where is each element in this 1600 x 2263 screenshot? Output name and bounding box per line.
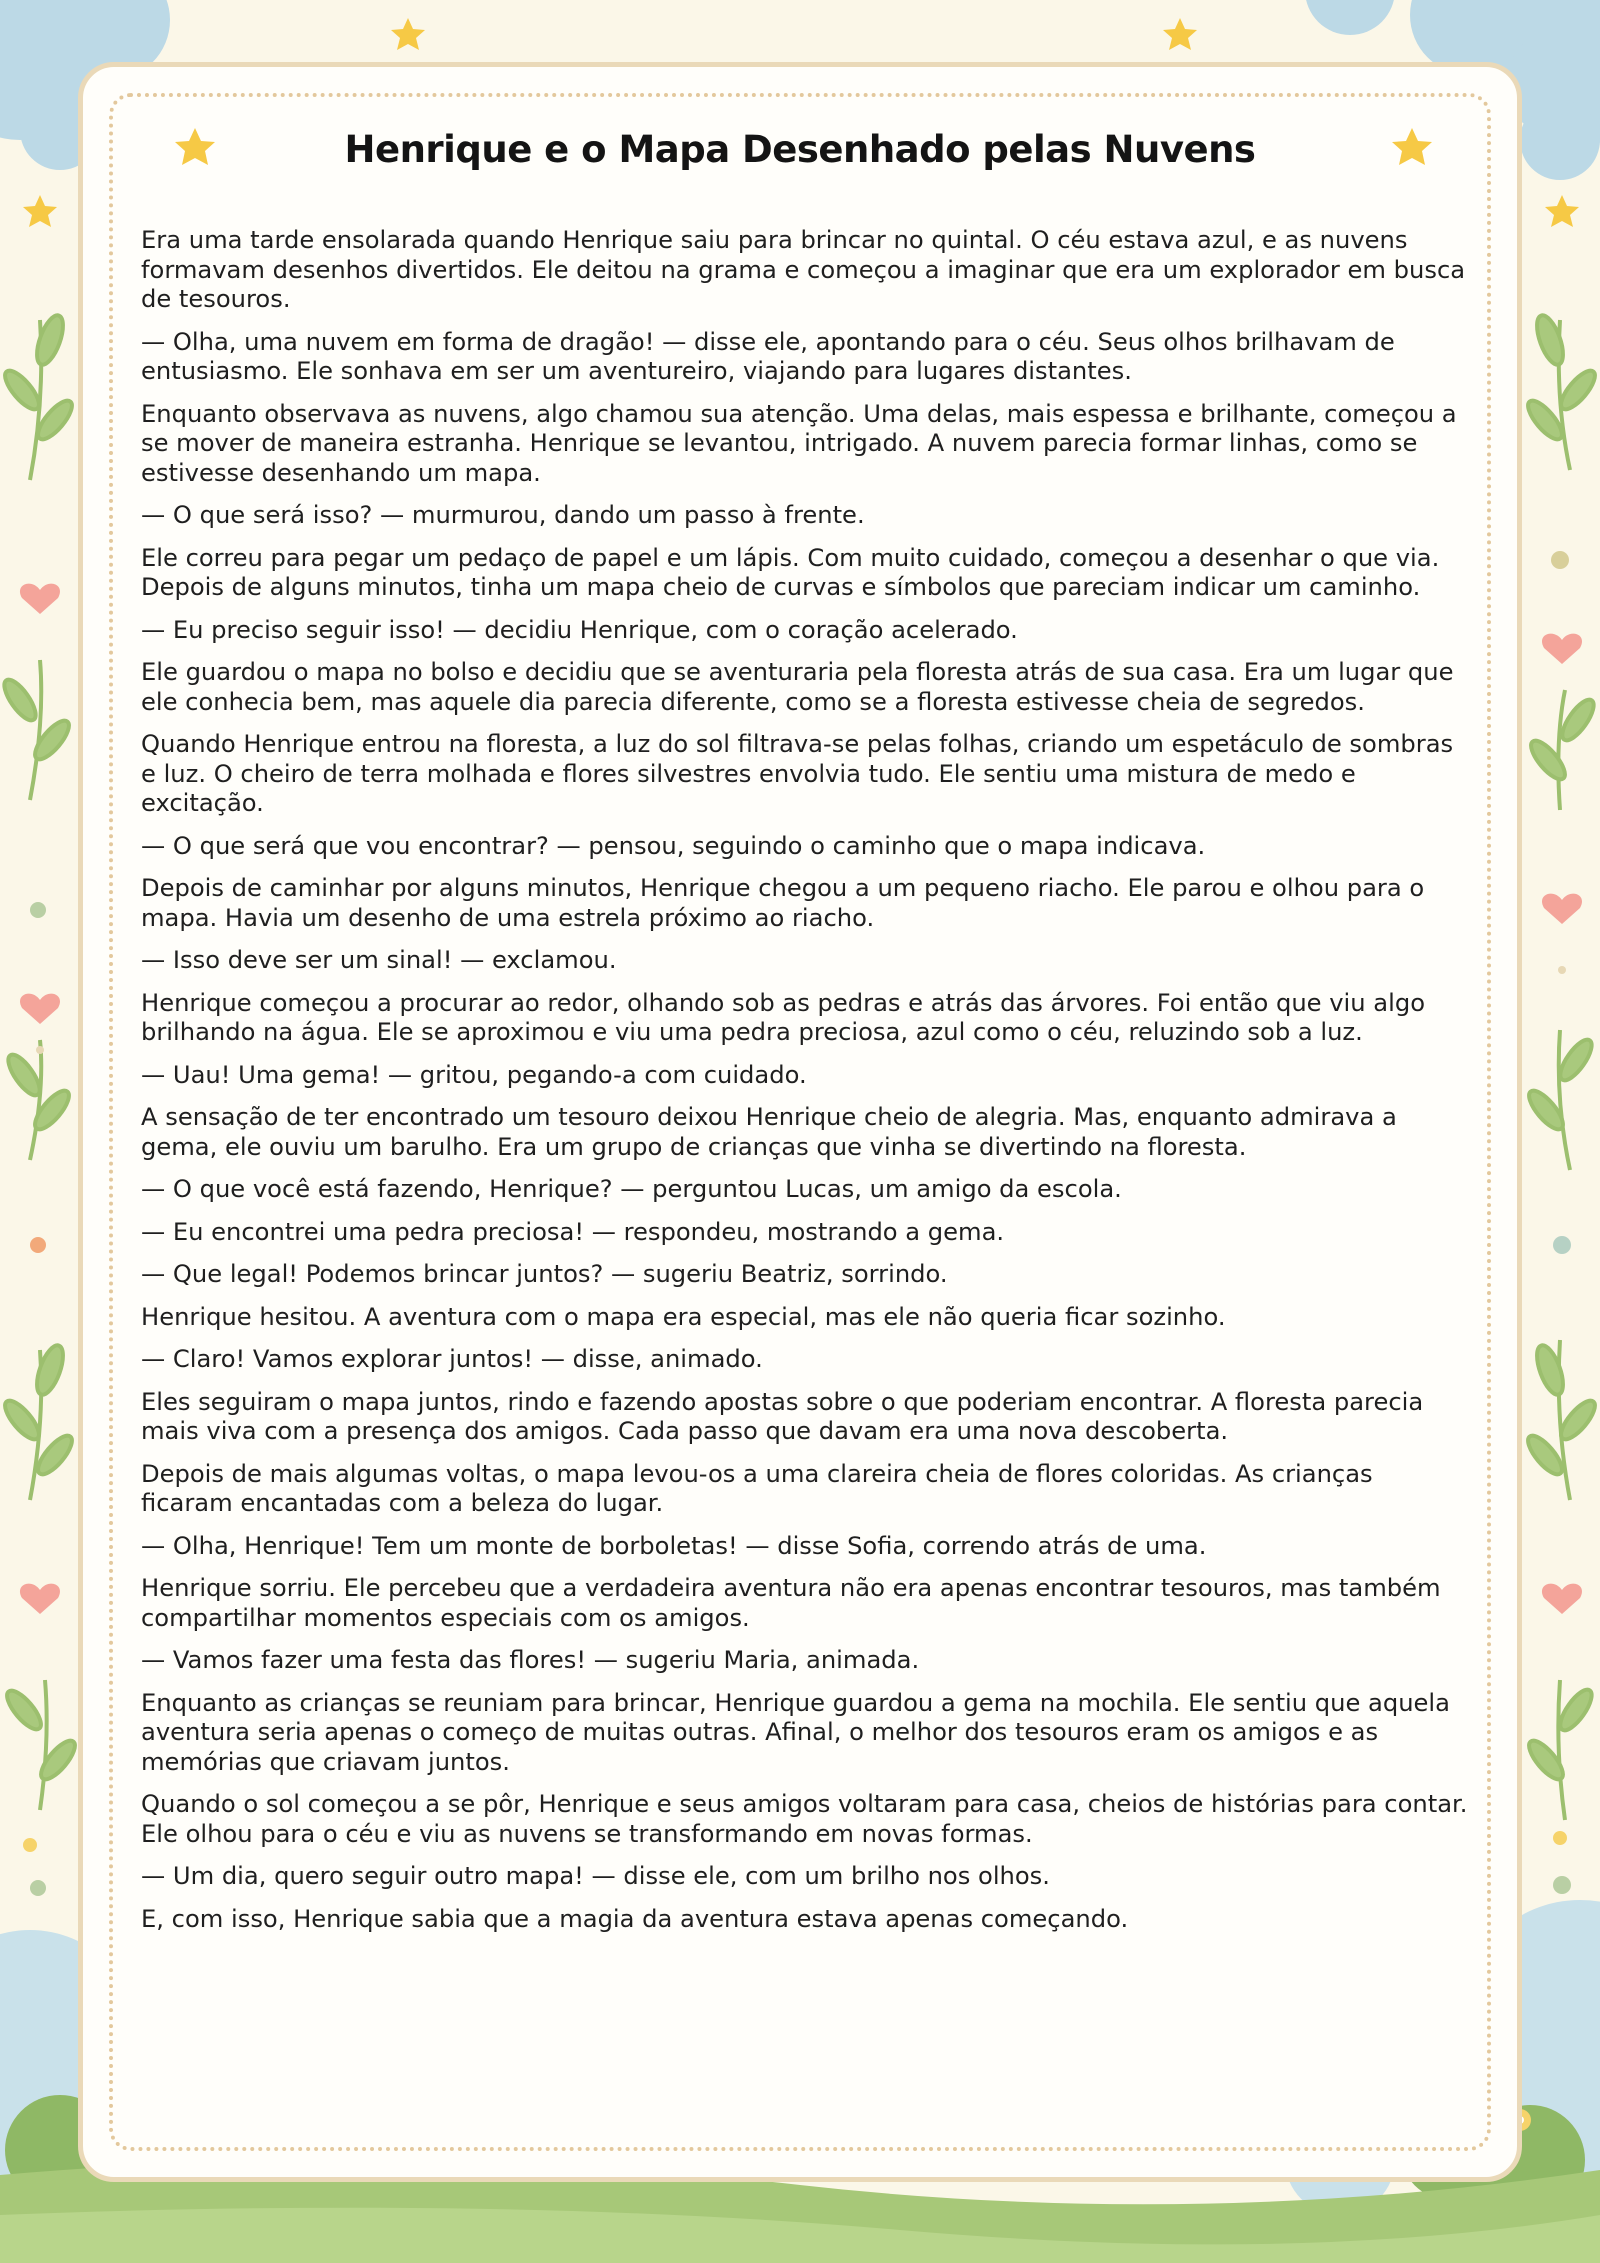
story-paragraph: Quando o sol começou a se pôr, Henrique e seus amigos voltaram para casa, cheios de histórias para contar. Ele olhou para o céu e viu as nuvens se transformando em novas formas. [141, 1790, 1468, 1848]
story-paragraph: Quando Henrique entrou na floresta, a luz do sol filtrava-se pelas folhas, criando um espetáculo de sombras e luz. O cheiro de terra molhada e flores silvestres envolvia tudo. Ele sentiu uma mistura de medo e excitação. [141, 730, 1454, 817]
story-paragraph: Era uma tarde ensolarada quando Henrique saiu para brincar no quintal. O céu estava azul, e as nuvens formavam desenhos divertidos. Ele deitou na grama e começou a imaginar que era um explorador em busca de tesouros. [141, 226, 1466, 313]
story-paragraph: — Isso deve ser um sinal! — exclamou. [141, 946, 617, 974]
story-paragraph: Ele correu para pegar um pedaço de papel e um lápis. Com muito cuidado, começou a desenhar o que via. Depois de alguns minutos, tinha um mapa cheio de curvas e símbolos que pareciam indicar um caminho. [141, 543, 1440, 601]
story-paragraph: Depois de mais algumas voltas, o mapa levou-os a uma clareira cheia de flores coloridas. As crianças ficaram encantadas com a beleza do lugar. [141, 1459, 1373, 1517]
story-paragraph: — Um dia, quero seguir outro mapa! — disse ele, com um brilho nos olhos. [141, 1862, 1050, 1890]
story-paragraph: Henrique hesitou. A aventura com o mapa era especial, mas ele não queria ficar sozinho. [141, 1302, 1226, 1331]
story-paragraph: — Eu encontrei uma pedra preciosa! — respondeu, mostrando a gema. [141, 1217, 1005, 1246]
story-paragraph: — Vamos fazer uma festa das flores! — sugeriu Maria, animada. [141, 1646, 920, 1674]
story-paragraph: — O que será isso? — murmurou, dando um passo à frente. [141, 501, 865, 529]
story-paragraph: Eles seguiram o mapa juntos, rindo e fazendo apostas sobre o que poderiam encontrar. A floresta parecia mais viva com a presença dos amigos. Cada passo que davam era uma nova descoberta. [141, 1387, 1424, 1445]
story-paragraph: — Claro! Vamos explorar juntos! — disse, animado. [141, 1345, 763, 1373]
story-paragraph: — Uau! Uma gema! — gritou, pegando-a com cuidado. [141, 1060, 807, 1089]
story-paragraph: Ele guardou o mapa no bolso e decidiu que se aventuraria pela floresta atrás de sua casa. Era um lugar que ele conhecia bem, mas aquele dia parecia diferente, como se a floresta estivesse cheia de segredos. [141, 658, 1454, 716]
story-paragraph: E, com isso, Henrique sabia que a magia da aventura estava apenas começando. [141, 1904, 1129, 1933]
story-body [141, 226, 1471, 1947]
story-paragraph: Henrique começou a procurar ao redor, olhando sob as pedras e atrás das árvores. Foi então que viu algo brilhando na água. Ele se aproximou e viu uma pedra preciosa, azul como o céu, reluzindo sob a luz. [141, 988, 1425, 1046]
story-paragraph: Enquanto observava as nuvens, algo chamou sua atenção. Uma delas, mais espessa e brilhante, começou a se mover de maneira estranha. Henrique se levantou, intrigado. A nuvem parecia formar linhas, como se estivesse desenhando um mapa. [141, 399, 1457, 487]
story-title: Henrique e o Mapa Desenhado pelas Nuvens [344, 128, 1256, 171]
story-paragraph: — O que será que vou encontrar? — pensou, seguindo o caminho que o mapa indicava. [141, 831, 1206, 860]
story-paragraph: Henrique sorriu. Ele percebeu que a verdadeira aventura não era apenas encontrar tesouros, mas também compartilhar momentos especiais com os amigos. [141, 1574, 1441, 1632]
story-paragraph: Depois de caminhar por alguns minutos, Henrique chegou a um pequeno riacho. Ele parou e olhou para o mapa. Havia um desenho de uma estrela próximo ao riacho. [141, 874, 1425, 932]
story-paragraph: — Olha, uma nuvem em forma de dragão! — disse ele, apontando para o céu. Seus olhos brilhavam de entusiasmo. Ele sonhava em ser um aventureiro, viajando para lugares distantes. [141, 327, 1395, 385]
story-paragraph: Enquanto as crianças se reuniam para brincar, Henrique guardou a gema na mochila. Ele sentiu que aquela aventura seria apenas o começo de muitas outras. Afinal, o melhor dos tesouros eram os amigos e as memórias que criavam juntos. [141, 1688, 1450, 1776]
story-paragraph: — Que legal! Podemos brincar juntos? — sugeriu Beatriz, sorrindo. [141, 1260, 948, 1288]
star-icon [23, 195, 57, 227]
star-icon [1163, 18, 1197, 50]
story-paragraph: — Olha, Henrique! Tem um monte de borboletas! — disse Sofia, correndo atrás de uma. [141, 1531, 1207, 1560]
story-paragraph: — O que você está fazendo, Henrique? — perguntou Lucas, um amigo da escola. [141, 1175, 1122, 1203]
star-icon [1545, 195, 1579, 227]
star-icon [391, 18, 425, 50]
story-paragraph: A sensação de ter encontrado um tesouro deixou Henrique cheio de alegria. Mas, enquanto admirava a gema, ele ouviu um barulho. Era um grupo de crianças que vinha se divertindo na floresta. [141, 1103, 1397, 1161]
story-paragraph: — Eu preciso seguir isso! — decidiu Henrique, com o coração acelerado. [141, 615, 1018, 644]
